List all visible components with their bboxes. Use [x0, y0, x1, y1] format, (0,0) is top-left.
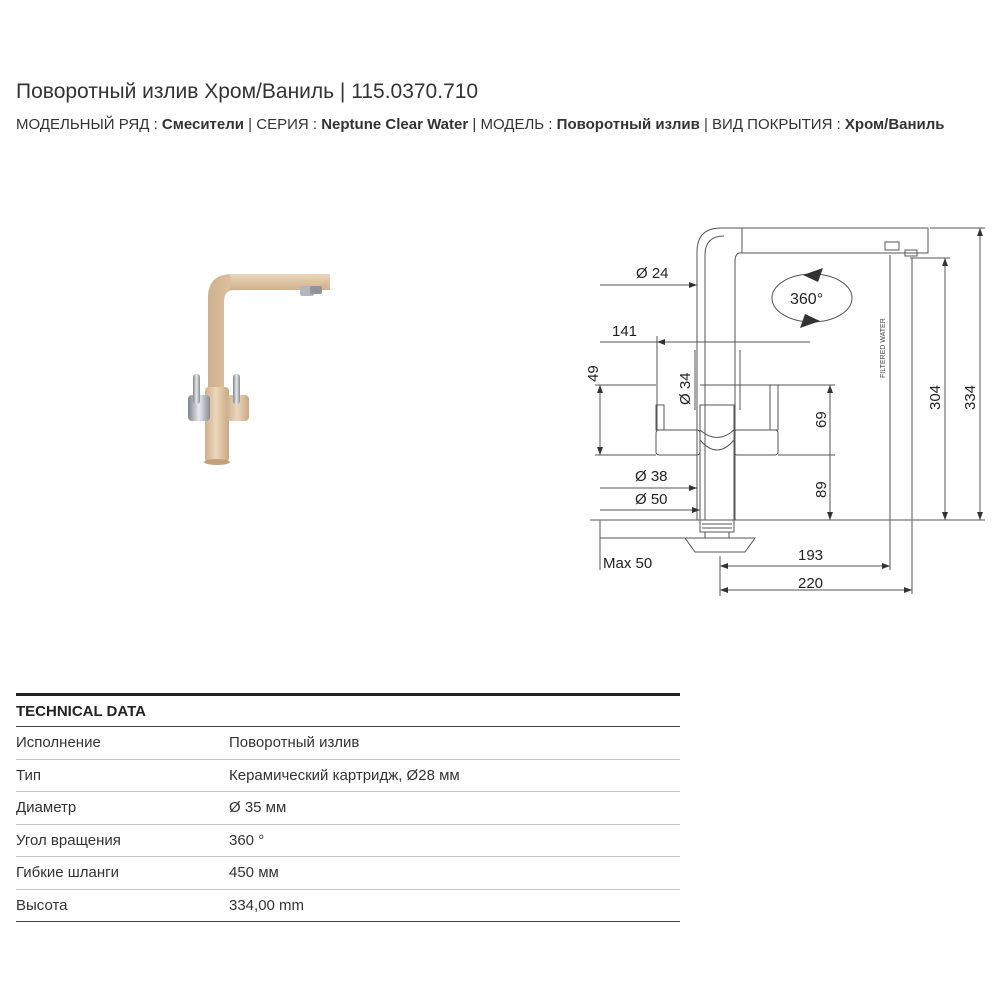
dim-diameter-38: Ø 38: [635, 468, 668, 485]
row-key: Исполнение: [16, 734, 101, 752]
model-value: Поворотный излив: [556, 116, 700, 133]
row-key: Диаметр: [16, 799, 77, 817]
page-title: Поворотный излив Хром/Ваниль | 115.0370.710: [16, 80, 479, 103]
technical-data-heading: TECHNICAL DATA: [16, 693, 680, 727]
row-value: 360 °: [229, 831, 265, 849]
dim-diameter-24: Ø 24: [636, 265, 669, 282]
table-row: [16, 825, 680, 858]
row-key: Угол вращения: [16, 831, 121, 849]
dim-334: 334: [962, 384, 979, 410]
row-value: 334,00 mm: [229, 896, 305, 914]
dim-89: 89: [813, 481, 830, 498]
row-key: Гибкие шланги: [16, 864, 119, 882]
finish-value: Хром/Ваниль: [844, 116, 945, 133]
meta-separator: |: [248, 116, 253, 133]
table-row: [16, 760, 680, 793]
dim-diameter-50: Ø 50: [635, 491, 668, 508]
table-row: [16, 727, 680, 760]
series-value: Neptune Clear Water: [321, 116, 469, 133]
row-value: Поворотный излив: [229, 734, 360, 752]
row-key: Высота: [16, 896, 68, 914]
series-label: СЕРИЯ :: [256, 116, 318, 133]
table-row: [16, 857, 680, 890]
dim-diameter-34: Ø 34: [677, 372, 694, 405]
meta-separator: |: [703, 116, 708, 133]
row-value: Керамический картридж, Ø28 мм: [229, 766, 460, 784]
meta-separator: |: [472, 116, 477, 133]
row-value: Ø 35 мм: [229, 799, 287, 817]
technical-drawing: [585, 218, 990, 603]
dim-220: 220: [798, 575, 824, 592]
row-key: Тип: [16, 766, 42, 784]
dim-193: 193: [798, 547, 824, 564]
product-meta: [16, 113, 991, 136]
dim-max-50: Max 50: [603, 555, 653, 572]
dim-69: 69: [813, 411, 830, 428]
finish-label: ВИД ПОКРЫТИЯ :: [712, 116, 841, 133]
dim-49: 49: [585, 365, 602, 382]
dim-141: 141: [612, 323, 638, 340]
series-line-value: Смесители: [161, 116, 244, 133]
table-row: [16, 792, 680, 825]
faucet-product-image: [160, 262, 350, 472]
model-label: МОДЕЛЬ :: [480, 116, 553, 133]
series-line-label: МОДЕЛЬНЫЙ РЯД :: [16, 116, 158, 133]
rotation-label: 360°: [790, 291, 824, 308]
row-value: 450 мм: [229, 864, 279, 882]
dim-304: 304: [927, 384, 944, 410]
technical-data-table: [16, 693, 680, 922]
table-row: [16, 890, 680, 923]
filtered-water-label: FILTERED WATER: [880, 318, 887, 378]
